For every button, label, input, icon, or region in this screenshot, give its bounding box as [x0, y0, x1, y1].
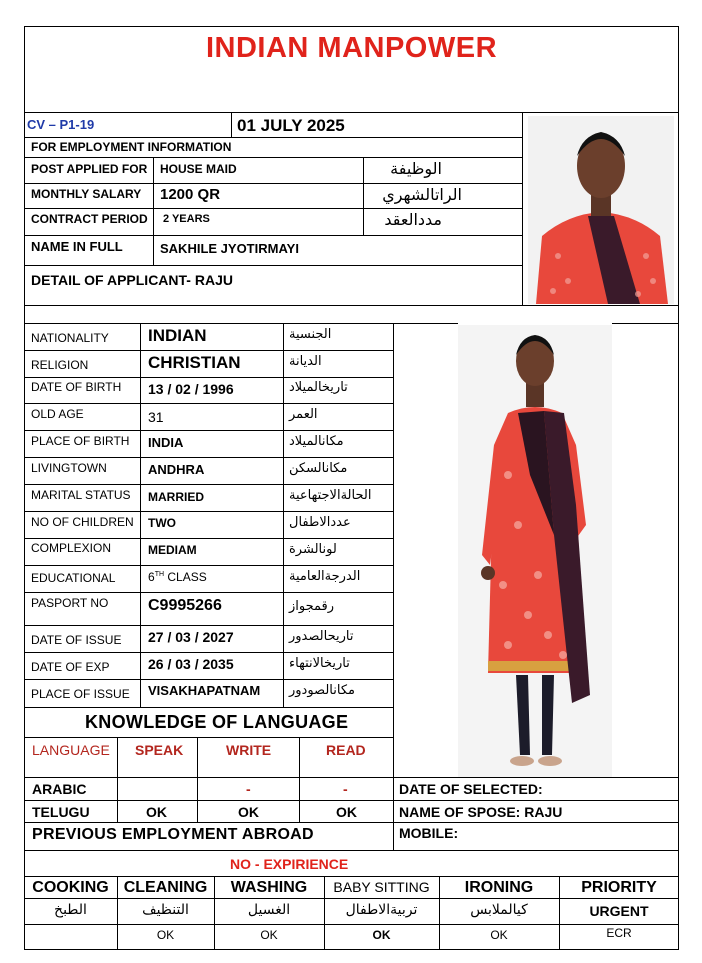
post-label: POST APPLIED FOR: [31, 162, 148, 176]
employment-info-heading: FOR EMPLOYMENT INFORMATION: [31, 140, 232, 154]
detail-arabic: العمر: [289, 407, 318, 422]
detail-label: COMPLEXION: [31, 541, 112, 555]
skill-value: OK: [490, 928, 508, 942]
detail-arabic: رقمجواز: [289, 599, 335, 614]
detail-label: LIVINGTOWN: [31, 461, 107, 475]
detail-label: OLD AGE: [31, 407, 84, 421]
applicant-full-photo: [458, 325, 612, 777]
skill-header-priority: PRIORITY: [581, 879, 657, 896]
detail-value: INDIA: [148, 435, 184, 450]
language-col-speak: SPEAK: [135, 742, 184, 758]
detail-arabic: مكانالميلاد: [289, 434, 344, 449]
previous-employment-heading: PREVIOUS EMPLOYMENT ABROAD: [32, 826, 314, 843]
detail-value: ANDHRA: [148, 462, 205, 477]
post-arabic: الوظيفة: [390, 159, 442, 178]
detail-arabic: تاريخالانتهاء: [289, 656, 350, 671]
applicant-portrait-photo: [528, 116, 674, 304]
detail-arabic: الجنسية: [289, 327, 332, 342]
skill-header-cooking: COOKING: [32, 879, 109, 896]
education-suffix: CLASS: [164, 570, 207, 584]
language-cell: -: [246, 781, 251, 797]
contract-value: 2 YEARS: [163, 213, 210, 225]
detail-arabic: تاريحالصدور: [289, 629, 354, 644]
skill-value: OK: [372, 928, 391, 942]
detail-label: EDUCATIONAL: [31, 571, 116, 585]
company-title: INDIAN MANPOWER: [205, 32, 498, 64]
mobile-label: MOBILE:: [399, 825, 459, 841]
language-col-write: WRITE: [226, 742, 272, 758]
salary-arabic: الراتالشهري: [382, 185, 462, 204]
language-cell: OK: [238, 804, 259, 820]
skill-arabic: كيالملابس: [470, 902, 528, 918]
name-value: SAKHILE JYOTIRMAYI: [160, 241, 299, 256]
detail-label: DATE OF ISSUE: [31, 633, 122, 647]
language-cell: OK: [146, 804, 167, 820]
skill-header-cleaning: CLEANING: [123, 879, 208, 896]
skill-arabic: التنظيف: [142, 902, 189, 918]
detail-arabic: الدرجةالعامية: [289, 569, 361, 584]
language-row-name: TELUGU: [32, 804, 90, 820]
detail-arabic: مكانالسكن: [289, 461, 348, 476]
language-cell: OK: [336, 804, 357, 820]
applicant-detail: DETAIL OF APPLICANT- RAJU: [31, 272, 233, 288]
skill-header-ironing: IRONING: [464, 879, 534, 896]
detail-value: 13 / 02 / 1996: [148, 381, 234, 397]
skill-arabic: الغسيل: [247, 902, 291, 918]
skill-value: OK: [260, 928, 278, 942]
skill-header-washing: WASHING: [230, 879, 308, 896]
detail-value: VISAKHAPATNAM: [148, 683, 261, 698]
detail-value: MEDIAM: [148, 543, 197, 557]
skill-value: OK: [156, 928, 175, 942]
language-col-read: READ: [326, 742, 366, 758]
detail-value: 27 / 03 / 2027: [148, 629, 234, 645]
detail-arabic: تاريخالميلاد: [289, 380, 348, 395]
education-superscript: TH: [154, 571, 165, 578]
date-selected-label: DATE OF SELECTED:: [399, 781, 543, 797]
detail-label: PASPORT NO: [31, 596, 109, 610]
skill-value: ECR: [606, 926, 632, 940]
detail-value: [148, 571, 207, 583]
detail-value: INDIAN: [148, 326, 207, 345]
detail-arabic: مكانالصودور: [289, 683, 355, 698]
detail-value: CHRISTIAN: [148, 353, 241, 372]
detail-arabic: الديانة: [289, 354, 322, 369]
language-col-language: LANGUAGE: [32, 742, 110, 758]
detail-label: NATIONALITY: [31, 331, 109, 345]
detail-label: DATE OF BIRTH: [31, 380, 122, 394]
skill-header-baby-sitting: BABY SITTING: [333, 879, 430, 895]
contract-arabic: مددالعقد: [384, 210, 442, 229]
salary-label: MONTHLY SALARY: [31, 187, 142, 201]
post-value: HOUSE MAID: [160, 162, 237, 176]
detail-value: TWO: [148, 516, 176, 530]
detail-value: C9995266: [148, 597, 222, 614]
detail-value: 31: [148, 409, 164, 425]
cv-ref: CV – P1-19: [27, 117, 95, 132]
detail-label: NO OF CHILDREN: [31, 515, 134, 529]
detail-label: PLACE OF ISSUE: [31, 687, 130, 701]
skill-arabic: تربيةالاطفال: [345, 902, 418, 918]
priority-urgent: URGENT: [589, 903, 649, 919]
language-row-name: ARABIC: [32, 781, 87, 797]
education-number: 6: [148, 570, 155, 584]
detail-arabic: الحالةالاجتهاعية: [289, 488, 372, 503]
contract-label: CONTRACT PERIOD: [31, 212, 148, 226]
detail-arabic: عددالاطفال: [289, 515, 351, 530]
detail-arabic: لونالشرة: [289, 542, 337, 557]
language-heading: KNOWLEDGE OF LANGUAGE: [85, 712, 349, 732]
spouse-name: NAME OF SPOSE: RAJU: [399, 804, 563, 820]
previous-employment-value: NO - EXPIRIENCE: [230, 856, 349, 872]
skill-arabic: الطبخ: [54, 902, 87, 918]
name-label: NAME IN FULL: [31, 239, 123, 254]
detail-label: RELIGION: [31, 358, 89, 372]
detail-label: MARITAL STATUS: [31, 488, 131, 502]
detail-value: 26 / 03 / 2035: [148, 656, 234, 672]
detail-label: DATE OF EXP: [31, 660, 110, 674]
language-cell: -: [343, 781, 348, 797]
detail-value: MARRIED: [148, 490, 204, 504]
detail-label: PLACE OF BIRTH: [31, 434, 130, 448]
cv-date: 01 JULY 2025: [237, 116, 345, 135]
salary-value: 1200 QR: [160, 186, 221, 203]
